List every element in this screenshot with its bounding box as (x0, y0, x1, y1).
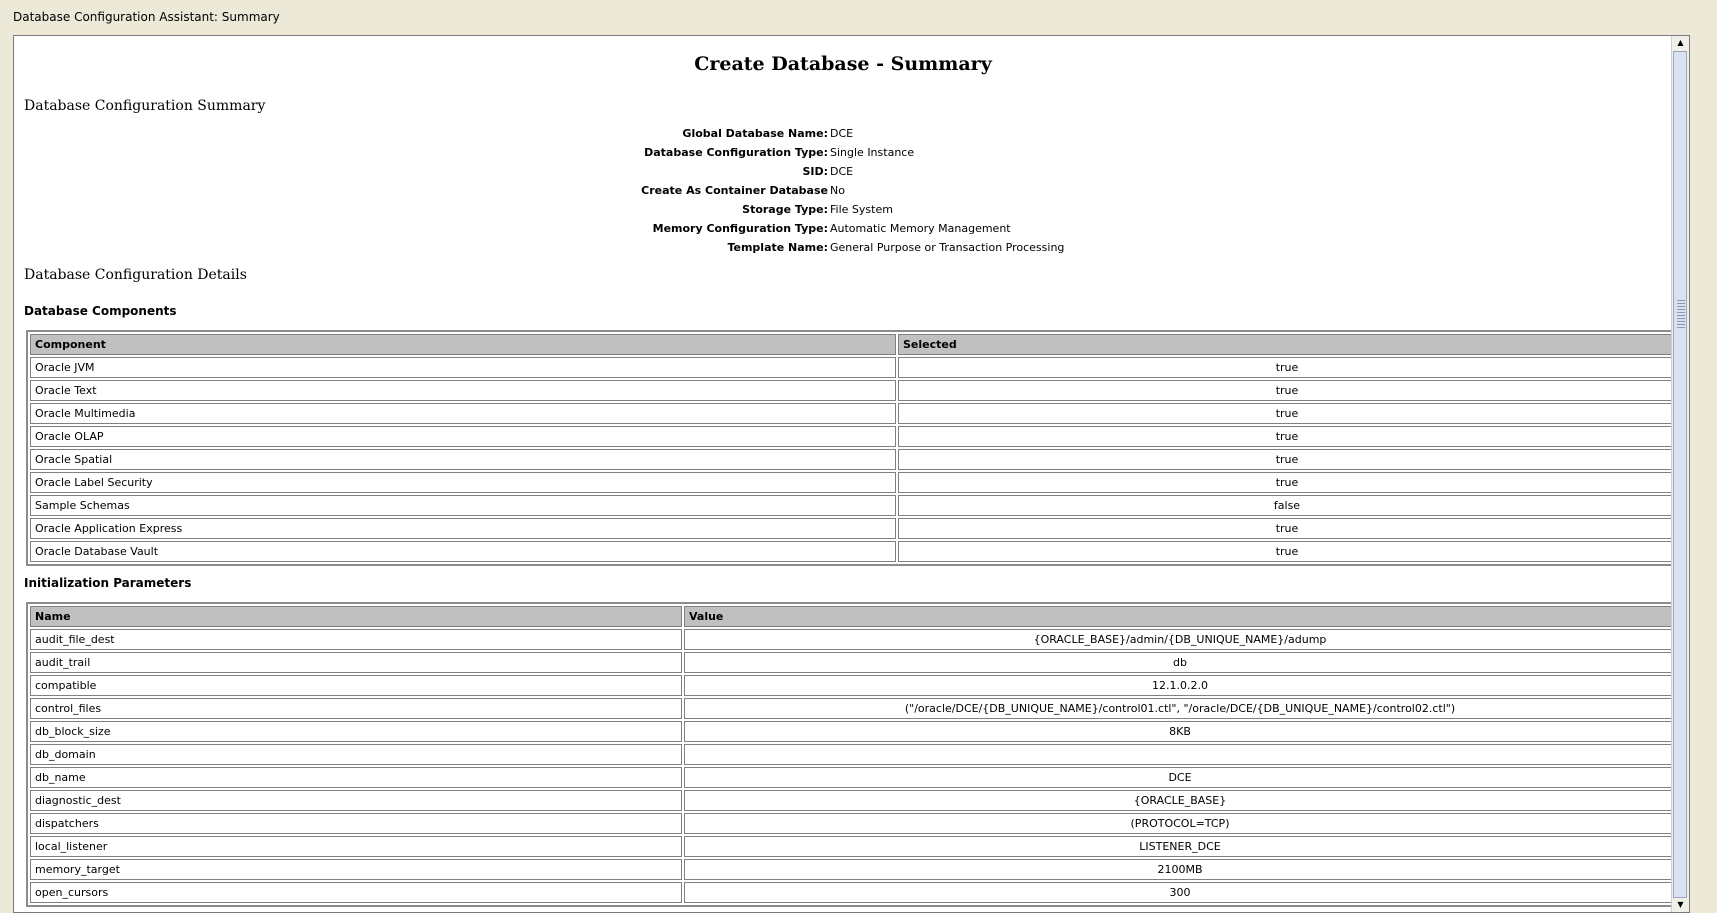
param-value: 8KB (684, 721, 1672, 742)
param-value: 12.1.0.2.0 (684, 675, 1672, 696)
table-row (30, 790, 1672, 811)
components-table (26, 330, 1672, 566)
param-name: control_files (30, 698, 682, 719)
component-name: Oracle OLAP (30, 426, 896, 447)
summary-value: DCE (830, 127, 854, 140)
summary-row-sid (14, 165, 1672, 184)
component-name: Sample Schemas (30, 495, 896, 516)
table-row (30, 675, 1672, 696)
init-params-table (26, 602, 1672, 907)
param-value: db (684, 652, 1672, 673)
table-row (30, 518, 1672, 539)
table-row (30, 859, 1672, 880)
table-row (30, 767, 1672, 788)
param-value: (PROTOCOL=TCP) (684, 813, 1672, 834)
param-name: compatible (30, 675, 682, 696)
summary-label: Storage Type: (742, 203, 828, 216)
arrow-up-icon[interactable]: ▲ (1677, 38, 1684, 47)
details-heading: Database Configuration Details (24, 267, 247, 283)
table-header-row (30, 606, 1672, 627)
summary-row-global-db-name (14, 127, 1672, 146)
scroll-content (14, 36, 1672, 912)
summary-label: SID: (802, 165, 828, 178)
param-name: db_domain (30, 744, 682, 765)
summary-list (14, 127, 1672, 260)
component-selected: true (898, 541, 1672, 562)
component-name: Oracle Multimedia (30, 403, 896, 424)
component-selected: true (898, 449, 1672, 470)
scrollbar-thumb[interactable] (1673, 51, 1687, 898)
component-selected: true (898, 518, 1672, 539)
table-header-row (30, 334, 1672, 355)
window-title: Database Configuration Assistant: Summary (13, 10, 280, 24)
column-header-component: Component (30, 334, 896, 355)
table-row (30, 652, 1672, 673)
param-name: memory_target (30, 859, 682, 880)
component-selected: true (898, 380, 1672, 401)
column-header-value: Value (684, 606, 1672, 627)
table-row (30, 721, 1672, 742)
component-selected: true (898, 357, 1672, 378)
summary-panel (13, 35, 1690, 913)
table-row (30, 698, 1672, 719)
components-heading: Database Components (24, 304, 177, 318)
table-row (30, 744, 1672, 765)
component-selected: true (898, 426, 1672, 447)
summary-row-storage-type (14, 203, 1672, 222)
column-header-selected: Selected (898, 334, 1672, 355)
table-row (30, 629, 1672, 650)
init-params-heading: Initialization Parameters (24, 576, 192, 590)
table-row (30, 882, 1672, 903)
table-row (30, 449, 1672, 470)
param-name: local_listener (30, 836, 682, 857)
param-value: {ORACLE_BASE} (684, 790, 1672, 811)
table-row (30, 813, 1672, 834)
component-selected: false (898, 495, 1672, 516)
summary-label: Create As Container Database (641, 184, 828, 197)
component-name: Oracle Text (30, 380, 896, 401)
param-value: DCE (684, 767, 1672, 788)
summary-value: DCE (830, 165, 854, 178)
summary-value: No (830, 184, 845, 197)
param-name: audit_file_dest (30, 629, 682, 650)
param-name: db_name (30, 767, 682, 788)
vertical-scrollbar[interactable] (1671, 36, 1689, 912)
param-value: 300 (684, 882, 1672, 903)
arrow-down-icon[interactable]: ▼ (1677, 900, 1684, 909)
summary-value: File System (830, 203, 893, 216)
table-row (30, 472, 1672, 493)
summary-row-config-type (14, 146, 1672, 165)
param-name: diagnostic_dest (30, 790, 682, 811)
component-name: Oracle JVM (30, 357, 896, 378)
grip-icon (1677, 300, 1685, 328)
param-name: audit_trail (30, 652, 682, 673)
page-title: Create Database - Summary (694, 53, 992, 75)
summary-row-container-db (14, 184, 1672, 203)
summary-label: Template Name: (727, 241, 828, 254)
table-row (30, 495, 1672, 516)
param-value: 2100MB (684, 859, 1672, 880)
column-header-name: Name (30, 606, 682, 627)
summary-value: Automatic Memory Management (830, 222, 1011, 235)
component-name: Oracle Spatial (30, 449, 896, 470)
table-row (30, 403, 1672, 424)
summary-label: Global Database Name: (682, 127, 828, 140)
param-name: db_block_size (30, 721, 682, 742)
param-value: {ORACLE_BASE}/admin/{DB_UNIQUE_NAME}/adump (684, 629, 1672, 650)
table-row (30, 357, 1672, 378)
summary-value: Single Instance (830, 146, 915, 159)
table-row (30, 380, 1672, 401)
summary-row-memory-config (14, 222, 1672, 241)
summary-value: General Purpose or Transaction Processing (830, 241, 1065, 254)
component-name: Oracle Database Vault (30, 541, 896, 562)
summary-label: Database Configuration Type: (644, 146, 828, 159)
table-row (30, 541, 1672, 562)
param-name: dispatchers (30, 813, 682, 834)
component-selected: true (898, 472, 1672, 493)
summary-label: Memory Configuration Type: (652, 222, 828, 235)
component-name: Oracle Application Express (30, 518, 896, 539)
param-value: ("/oracle/DCE/{DB_UNIQUE_NAME}/control01.ctl", "/oracle/DCE/{DB_UNIQUE_NAME}/control02.ctl") (684, 698, 1672, 719)
summary-row-template-name (14, 241, 1672, 260)
param-value: LISTENER_DCE (684, 836, 1672, 857)
param-value (684, 744, 1672, 765)
component-name: Oracle Label Security (30, 472, 896, 493)
component-selected: true (898, 403, 1672, 424)
table-row (30, 426, 1672, 447)
table-row (30, 836, 1672, 857)
param-name: open_cursors (30, 882, 682, 903)
summary-heading: Database Configuration Summary (24, 98, 266, 114)
